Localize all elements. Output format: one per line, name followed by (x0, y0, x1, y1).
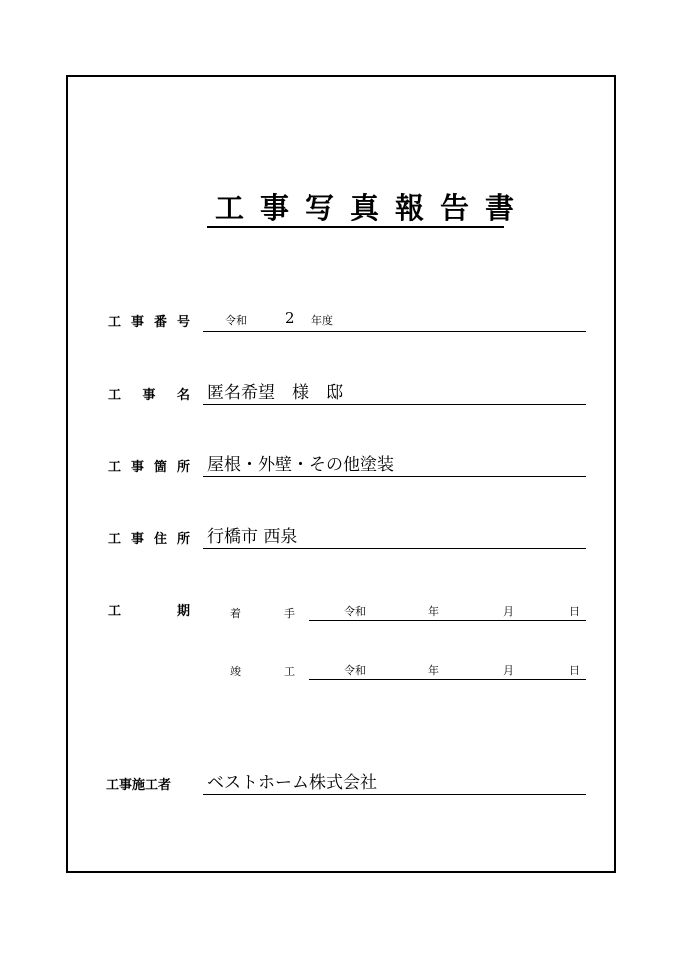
contractor-field[interactable] (203, 768, 586, 795)
construction-address-field[interactable] (203, 522, 586, 549)
start-date-field[interactable] (309, 603, 586, 621)
start-year: 年 (428, 605, 439, 618)
start-day: 日 (569, 605, 580, 618)
label-char: 工 (108, 388, 122, 403)
label-construction-location (108, 456, 190, 475)
label-char: 箇 (153, 460, 167, 475)
construction-name-value: 匿名希望 様 邸 (207, 383, 343, 403)
label-char: 期 (176, 604, 190, 619)
label-char: 工 (108, 532, 122, 547)
construction-location-value: 屋根・外壁・その他塗装 (207, 455, 394, 475)
label-char: 住 (153, 532, 167, 547)
start-label-2: 手 (284, 607, 295, 620)
construction-number-field[interactable] (203, 309, 586, 332)
construction-address-value: 行橋市 西泉 (207, 527, 298, 547)
label-construction-name (108, 384, 190, 403)
label-char: 工 (108, 315, 122, 330)
label-construction-address (108, 528, 190, 547)
label-char: 号 (176, 315, 190, 330)
contractor-value: ベストホーム株式会社 (207, 773, 377, 793)
label-char: 所 (176, 532, 190, 547)
label-char: 工 (108, 604, 122, 619)
number-era: 令和 (225, 314, 247, 327)
document-title: 工事写真報告書 (207, 190, 504, 228)
label-char: 事 (130, 532, 144, 547)
start-month: 月 (503, 605, 514, 618)
label-construction-period (108, 600, 190, 619)
label-char: 事 (130, 315, 144, 330)
label-char: 事 (142, 388, 156, 403)
end-date-field[interactable] (309, 662, 586, 680)
end-year: 年 (428, 664, 439, 677)
construction-name-field[interactable] (203, 378, 586, 405)
label-char: 名 (176, 388, 190, 403)
label-contractor: 工事施工者 (106, 778, 172, 793)
label-construction-number (108, 311, 190, 330)
number-year-suffix: 年度 (311, 314, 333, 327)
start-era: 令和 (344, 605, 366, 618)
end-label-2: 工 (284, 665, 295, 678)
end-label-1: 竣 (230, 665, 241, 678)
start-label-1: 着 (230, 607, 241, 620)
label-char: 所 (176, 460, 190, 475)
end-day: 日 (569, 664, 580, 677)
label-char: 事 (130, 460, 144, 475)
construction-location-field[interactable] (203, 450, 586, 477)
label-char: 番 (153, 315, 167, 330)
label-char: 工 (108, 460, 122, 475)
end-era: 令和 (344, 664, 366, 677)
end-month: 月 (503, 664, 514, 677)
number-year-value: 2 (285, 309, 295, 327)
